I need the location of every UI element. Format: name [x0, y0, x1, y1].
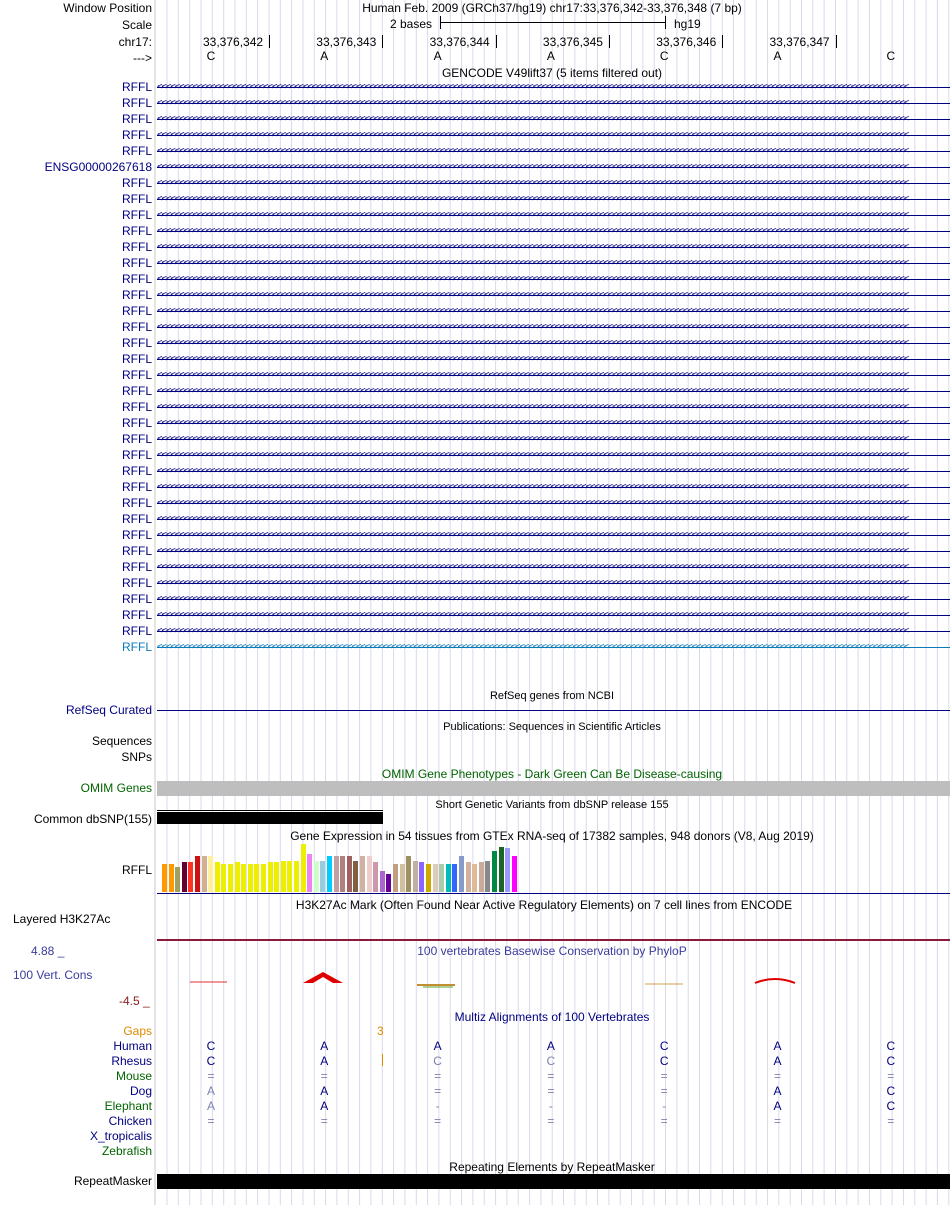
multiz-track-title: Multiz Alignments of 100 Vertebrates [454, 1010, 650, 1024]
phylop-track-label[interactable]: 100 Vert. Cons [13, 968, 93, 982]
refseq-curated-label[interactable]: RefSeq Curated [65, 703, 152, 717]
gtex-tissue-bar[interactable] [452, 864, 457, 892]
species-base: = [660, 1114, 668, 1128]
gencode-transcript-label[interactable]: RFFL [122, 400, 152, 414]
gtex-tissue-bar[interactable] [202, 856, 207, 892]
gencode-transcript-label[interactable]: RFFL [122, 464, 152, 478]
gencode-transcript-line[interactable]: <<<<<<<<<<<<<<<<<<<<<<<<<<<<<<<<<<<<<<<<<<<<<<<<<<<<<<<<<<<<<<<<<<<<<<<<<<<<<<<<<<<<<<<<<<<<<<<<<<<<<<<<<<<<<<<<<<<<<<<<<<<<<<<<<<<<<<<<<<<<<<<<<<<<<<<<<<<<<<<<<<<<<<<<<< [157, 438, 950, 441]
gencode-transcript-label[interactable]: RFFL [122, 432, 152, 446]
gencode-transcript-label[interactable]: RFFL [122, 96, 152, 110]
species-base: A [773, 1099, 782, 1113]
gencode-transcript-label[interactable]: RFFL [122, 560, 152, 574]
gtex-tissue-bar[interactable] [380, 871, 385, 892]
gencode-transcript-label[interactable]: RFFL [122, 368, 152, 382]
species-base: = [434, 1114, 442, 1128]
gtex-tissue-bar[interactable] [175, 867, 180, 892]
common-dbsnp-label[interactable]: Common dbSNP(155) [33, 812, 152, 826]
gtex-tissue-bar[interactable] [386, 874, 391, 892]
species-label[interactable]: Mouse [115, 1069, 152, 1083]
refseq-gene-line[interactable] [157, 710, 950, 711]
gtex-tissue-bar[interactable] [413, 861, 418, 892]
species-base: C [659, 1054, 669, 1068]
ruler-position-label: 33,376,345 [542, 35, 603, 49]
gencode-transcript-label[interactable]: RFFL [122, 448, 152, 462]
gencode-transcript-line[interactable]: <<<<<<<<<<<<<<<<<<<<<<<<<<<<<<<<<<<<<<<<<<<<<<<<<<<<<<<<<<<<<<<<<<<<<<<<<<<<<<<<<<<<<<<<<<<<<<<<<<<<<<<<<<<<<<<<<<<<<<<<<<<<<<<<<<<<<<<<<<<<<<<<<<<<<<<<<<<<<<<<<<<<<<<<<< [157, 182, 950, 185]
gtex-tissue-bar[interactable] [314, 861, 319, 892]
gtex-tissue-bar[interactable] [419, 862, 424, 892]
gencode-transcript-line[interactable]: <<<<<<<<<<<<<<<<<<<<<<<<<<<<<<<<<<<<<<<<<<<<<<<<<<<<<<<<<<<<<<<<<<<<<<<<<<<<<<<<<<<<<<<<<<<<<<<<<<<<<<<<<<<<<<<<<<<<<<<<<<<<<<<<<<<<<<<<<<<<<<<<<<<<<<<<<<<<<<<<<<<<<<<<<< [157, 646, 950, 649]
gtex-tissue-bar[interactable] [406, 856, 411, 892]
phylop-conservation-plot[interactable] [157, 964, 950, 994]
gtex-tissue-bar[interactable] [512, 856, 517, 892]
gencode-transcript-line[interactable]: <<<<<<<<<<<<<<<<<<<<<<<<<<<<<<<<<<<<<<<<<<<<<<<<<<<<<<<<<<<<<<<<<<<<<<<<<<<<<<<<<<<<<<<<<<<<<<<<<<<<<<<<<<<<<<<<<<<<<<<<<<<<<<<<<<<<<<<<<<<<<<<<<<<<<<<<<<<<<<<<<<<<<<<<<< [157, 150, 950, 153]
gencode-transcript-line[interactable]: <<<<<<<<<<<<<<<<<<<<<<<<<<<<<<<<<<<<<<<<<<<<<<<<<<<<<<<<<<<<<<<<<<<<<<<<<<<<<<<<<<<<<<<<<<<<<<<<<<<<<<<<<<<<<<<<<<<<<<<<<<<<<<<<<<<<<<<<<<<<<<<<<<<<<<<<<<<<<<<<<<<<<<<<<< [157, 230, 950, 233]
gencode-transcript-line[interactable]: <<<<<<<<<<<<<<<<<<<<<<<<<<<<<<<<<<<<<<<<<<<<<<<<<<<<<<<<<<<<<<<<<<<<<<<<<<<<<<<<<<<<<<<<<<<<<<<<<<<<<<<<<<<<<<<<<<<<<<<<<<<<<<<<<<<<<<<<<<<<<<<<<<<<<<<<<<<<<<<<<<<<<<<<<< [157, 614, 950, 617]
species-label[interactable]: Zebrafish [101, 1144, 152, 1158]
omim-gene-bar[interactable] [157, 781, 950, 796]
gencode-transcript-label[interactable]: RFFL [122, 256, 152, 270]
gencode-transcript-line[interactable]: <<<<<<<<<<<<<<<<<<<<<<<<<<<<<<<<<<<<<<<<<<<<<<<<<<<<<<<<<<<<<<<<<<<<<<<<<<<<<<<<<<<<<<<<<<<<<<<<<<<<<<<<<<<<<<<<<<<<<<<<<<<<<<<<<<<<<<<<<<<<<<<<<<<<<<<<<<<<<<<<<<<<<<<<<< [157, 310, 950, 313]
gencode-transcript-line[interactable]: <<<<<<<<<<<<<<<<<<<<<<<<<<<<<<<<<<<<<<<<<<<<<<<<<<<<<<<<<<<<<<<<<<<<<<<<<<<<<<<<<<<<<<<<<<<<<<<<<<<<<<<<<<<<<<<<<<<<<<<<<<<<<<<<<<<<<<<<<<<<<<<<<<<<<<<<<<<<<<<<<<<<<<<<<< [157, 342, 950, 345]
gencode-transcript-label[interactable]: RFFL [122, 192, 152, 206]
gtex-tissue-bar[interactable] [254, 864, 259, 892]
scale-label: Scale [121, 18, 152, 32]
gencode-transcript-label[interactable]: RFFL [122, 112, 152, 126]
gencode-transcript-label[interactable]: RFFL [122, 544, 152, 558]
gencode-transcript-line[interactable]: <<<<<<<<<<<<<<<<<<<<<<<<<<<<<<<<<<<<<<<<<<<<<<<<<<<<<<<<<<<<<<<<<<<<<<<<<<<<<<<<<<<<<<<<<<<<<<<<<<<<<<<<<<<<<<<<<<<<<<<<<<<<<<<<<<<<<<<<<<<<<<<<<<<<<<<<<<<<<<<<<<<<<<<<<< [157, 582, 950, 585]
gencode-transcript-line[interactable]: <<<<<<<<<<<<<<<<<<<<<<<<<<<<<<<<<<<<<<<<<<<<<<<<<<<<<<<<<<<<<<<<<<<<<<<<<<<<<<<<<<<<<<<<<<<<<<<<<<<<<<<<<<<<<<<<<<<<<<<<<<<<<<<<<<<<<<<<<<<<<<<<<<<<<<<<<<<<<<<<<<<<<<<<<< [157, 598, 950, 601]
species-label[interactable]: Human [113, 1039, 152, 1053]
gtex-tissue-bar[interactable] [472, 864, 477, 892]
gtex-tissue-bar[interactable] [393, 864, 398, 892]
species-base: = [547, 1084, 555, 1098]
gencode-transcript-line[interactable]: <<<<<<<<<<<<<<<<<<<<<<<<<<<<<<<<<<<<<<<<<<<<<<<<<<<<<<<<<<<<<<<<<<<<<<<<<<<<<<<<<<<<<<<<<<<<<<<<<<<<<<<<<<<<<<<<<<<<<<<<<<<<<<<<<<<<<<<<<<<<<<<<<<<<<<<<<<<<<<<<<<<<<<<<<< [157, 278, 950, 281]
gencode-transcript-line[interactable]: <<<<<<<<<<<<<<<<<<<<<<<<<<<<<<<<<<<<<<<<<<<<<<<<<<<<<<<<<<<<<<<<<<<<<<<<<<<<<<<<<<<<<<<<<<<<<<<<<<<<<<<<<<<<<<<<<<<<<<<<<<<<<<<<<<<<<<<<<<<<<<<<<<<<<<<<<<<<<<<<<<<<<<<<<< [157, 390, 950, 393]
gtex-tissue-bar[interactable] [281, 861, 286, 892]
ruler-tick [496, 35, 497, 48]
species-base: = [773, 1069, 782, 1083]
gencode-transcript-label[interactable]: RFFL [122, 336, 152, 350]
phylop-max-label: 4.88 _ [31, 944, 65, 958]
species-label[interactable]: Rhesus [111, 1054, 152, 1068]
gtex-tissue-bar[interactable] [446, 864, 451, 892]
gencode-transcript-line[interactable]: <<<<<<<<<<<<<<<<<<<<<<<<<<<<<<<<<<<<<<<<<<<<<<<<<<<<<<<<<<<<<<<<<<<<<<<<<<<<<<<<<<<<<<<<<<<<<<<<<<<<<<<<<<<<<<<<<<<<<<<<<<<<<<<<<<<<<<<<<<<<<<<<<<<<<<<<<<<<<<<<<<<<<<<<<< [157, 358, 950, 361]
gtex-tissue-bar[interactable] [459, 856, 464, 892]
species-base: C [206, 1039, 216, 1053]
species-base: C [546, 1054, 556, 1068]
species-label[interactable]: Chicken [108, 1114, 152, 1128]
gtex-tissue-bar[interactable] [485, 861, 490, 892]
gencode-transcript-line[interactable]: <<<<<<<<<<<<<<<<<<<<<<<<<<<<<<<<<<<<<<<<<<<<<<<<<<<<<<<<<<<<<<<<<<<<<<<<<<<<<<<<<<<<<<<<<<<<<<<<<<<<<<<<<<<<<<<<<<<<<<<<<<<<<<<<<<<<<<<<<<<<<<<<<<<<<<<<<<<<<<<<<<<<<<<<<< [157, 374, 950, 377]
gencode-transcript-line[interactable]: <<<<<<<<<<<<<<<<<<<<<<<<<<<<<<<<<<<<<<<<<<<<<<<<<<<<<<<<<<<<<<<<<<<<<<<<<<<<<<<<<<<<<<<<<<<<<<<<<<<<<<<<<<<<<<<<<<<<<<<<<<<<<<<<<<<<<<<<<<<<<<<<<<<<<<<<<<<<<<<<<<<<<<<<<< [157, 470, 950, 473]
gencode-transcript-label[interactable]: RFFL [122, 240, 152, 254]
dbsnp-variant-bar[interactable] [157, 812, 383, 824]
gtex-track-baseline [157, 893, 950, 894]
gtex-tissue-bar[interactable] [215, 862, 220, 892]
repeatmasker-track-title: Repeating Elements by RepeatMasker [449, 1160, 655, 1174]
gtex-tissue-bar[interactable] [367, 856, 372, 892]
gencode-transcript-line[interactable]: <<<<<<<<<<<<<<<<<<<<<<<<<<<<<<<<<<<<<<<<<<<<<<<<<<<<<<<<<<<<<<<<<<<<<<<<<<<<<<<<<<<<<<<<<<<<<<<<<<<<<<<<<<<<<<<<<<<<<<<<<<<<<<<<<<<<<<<<<<<<<<<<<<<<<<<<<<<<<<<<<<<<<<<<<< [157, 214, 950, 217]
gtex-tissue-bar[interactable] [287, 861, 292, 892]
publications-snps-label[interactable]: SNPs [121, 750, 152, 764]
gencode-transcript-line[interactable]: <<<<<<<<<<<<<<<<<<<<<<<<<<<<<<<<<<<<<<<<<<<<<<<<<<<<<<<<<<<<<<<<<<<<<<<<<<<<<<<<<<<<<<<<<<<<<<<<<<<<<<<<<<<<<<<<<<<<<<<<<<<<<<<<<<<<<<<<<<<<<<<<<<<<<<<<<<<<<<<<<<<<<<<<<< [157, 166, 950, 169]
gencode-transcript-line[interactable]: <<<<<<<<<<<<<<<<<<<<<<<<<<<<<<<<<<<<<<<<<<<<<<<<<<<<<<<<<<<<<<<<<<<<<<<<<<<<<<<<<<<<<<<<<<<<<<<<<<<<<<<<<<<<<<<<<<<<<<<<<<<<<<<<<<<<<<<<<<<<<<<<<<<<<<<<<<<<<<<<<<<<<<<<<< [157, 454, 950, 457]
gencode-transcript-label[interactable]: RFFL [122, 416, 152, 430]
h3k27ac-track-title: H3K27Ac Mark (Often Found Near Active Regulatory Elements) on 7 cell lines from ENCODE [295, 898, 793, 912]
gencode-transcript-line[interactable]: <<<<<<<<<<<<<<<<<<<<<<<<<<<<<<<<<<<<<<<<<<<<<<<<<<<<<<<<<<<<<<<<<<<<<<<<<<<<<<<<<<<<<<<<<<<<<<<<<<<<<<<<<<<<<<<<<<<<<<<<<<<<<<<<<<<<<<<<<<<<<<<<<<<<<<<<<<<<<<<<<<<<<<<<<< [157, 102, 950, 105]
species-base: C [659, 1039, 669, 1053]
assembly-position-info: Human Feb. 2009 (GRCh37/hg19) chr17:33,376,342-33,376,348 (7 bp) [362, 1, 742, 15]
ruler-position-label: 33,376,344 [429, 35, 490, 49]
species-base: = [320, 1114, 328, 1128]
gencode-transcript-label[interactable]: RFFL [122, 480, 152, 494]
ruler-position-label: 33,376,346 [656, 35, 717, 49]
phylop-min-label: -4.5 _ [119, 994, 150, 1008]
publications-track-title: Publications: Sequences in Scientific Articles [443, 721, 661, 733]
gencode-transcript-line[interactable]: <<<<<<<<<<<<<<<<<<<<<<<<<<<<<<<<<<<<<<<<<<<<<<<<<<<<<<<<<<<<<<<<<<<<<<<<<<<<<<<<<<<<<<<<<<<<<<<<<<<<<<<<<<<<<<<<<<<<<<<<<<<<<<<<<<<<<<<<<<<<<<<<<<<<<<<<<<<<<<<<<<<<<<<<<< [157, 294, 950, 297]
omim-track-title: OMIM Gene Phenotypes - Dark Green Can Be Disease-causing [381, 767, 723, 781]
species-base: = [660, 1084, 668, 1098]
ruler-tick [269, 35, 270, 48]
gencode-transcript-line[interactable]: <<<<<<<<<<<<<<<<<<<<<<<<<<<<<<<<<<<<<<<<<<<<<<<<<<<<<<<<<<<<<<<<<<<<<<<<<<<<<<<<<<<<<<<<<<<<<<<<<<<<<<<<<<<<<<<<<<<<<<<<<<<<<<<<<<<<<<<<<<<<<<<<<<<<<<<<<<<<<<<<<<<<<<<<<< [157, 406, 950, 409]
gtex-tissue-bar[interactable] [228, 864, 233, 892]
multiz-gaps-label: Gaps [123, 1024, 152, 1038]
species-base: = [320, 1069, 328, 1083]
gencode-transcript-label[interactable]: RFFL [122, 176, 152, 190]
gencode-transcript-line[interactable]: <<<<<<<<<<<<<<<<<<<<<<<<<<<<<<<<<<<<<<<<<<<<<<<<<<<<<<<<<<<<<<<<<<<<<<<<<<<<<<<<<<<<<<<<<<<<<<<<<<<<<<<<<<<<<<<<<<<<<<<<<<<<<<<<<<<<<<<<<<<<<<<<<<<<<<<<<<<<<<<<<<<<<<<<<< [157, 118, 950, 121]
species-base: A [206, 1099, 216, 1113]
window-position-label: Window Position [63, 1, 152, 15]
gtex-tissue-bar[interactable] [400, 864, 405, 892]
ruler-tick [836, 35, 837, 48]
ruler-base-letter: C [659, 49, 669, 63]
gtex-gene-label[interactable]: RFFL [122, 863, 152, 877]
gtex-tissue-bar[interactable] [274, 862, 279, 892]
species-base: = [434, 1084, 442, 1098]
species-base: A [320, 1039, 329, 1053]
gtex-tissue-bar[interactable] [439, 864, 444, 892]
ruler-position-label: 33,376,342 [203, 35, 264, 49]
species-base: A [773, 1084, 782, 1098]
species-base: A [320, 1099, 329, 1113]
gencode-transcript-label[interactable]: RFFL [122, 304, 152, 318]
gencode-transcript-label[interactable]: RFFL [122, 640, 152, 654]
ruler-tick [609, 35, 610, 48]
ruler-tick [382, 35, 383, 48]
gencode-transcript-label[interactable]: RFFL [122, 496, 152, 510]
gencode-transcript-label[interactable]: RFFL [122, 288, 152, 302]
species-base: C [886, 1084, 896, 1098]
species-base: = [207, 1069, 215, 1083]
gtex-tissue-bar[interactable] [307, 854, 312, 892]
repeatmasker-label[interactable]: RepeatMasker [73, 1174, 152, 1188]
gencode-transcript-label[interactable]: RFFL [122, 608, 152, 622]
gtex-tissue-bar[interactable] [353, 861, 358, 892]
gtex-tissue-bar[interactable] [426, 864, 431, 892]
gtex-tissue-bar[interactable] [195, 856, 200, 892]
gencode-transcript-line[interactable]: <<<<<<<<<<<<<<<<<<<<<<<<<<<<<<<<<<<<<<<<<<<<<<<<<<<<<<<<<<<<<<<<<<<<<<<<<<<<<<<<<<<<<<<<<<<<<<<<<<<<<<<<<<<<<<<<<<<<<<<<<<<<<<<<<<<<<<<<<<<<<<<<<<<<<<<<<<<<<<<<<<<<<<<<<< [157, 198, 950, 201]
species-base: C [886, 1039, 896, 1053]
species-base: - [548, 1099, 553, 1113]
gencode-transcript-line[interactable]: <<<<<<<<<<<<<<<<<<<<<<<<<<<<<<<<<<<<<<<<<<<<<<<<<<<<<<<<<<<<<<<<<<<<<<<<<<<<<<<<<<<<<<<<<<<<<<<<<<<<<<<<<<<<<<<<<<<<<<<<<<<<<<<<<<<<<<<<<<<<<<<<<<<<<<<<<<<<<<<<<<<<<<<<<< [157, 262, 950, 265]
ruler-base-letter: C [886, 49, 896, 63]
ruler-position-label: 33,376,343 [316, 35, 377, 49]
gencode-transcript-label[interactable]: RFFL [122, 128, 152, 142]
gtex-tissue-bar[interactable] [360, 856, 365, 892]
gtex-tissue-bar[interactable] [433, 864, 438, 892]
species-base: C [206, 1054, 216, 1068]
gtex-tissue-bar[interactable] [248, 864, 253, 892]
gencode-transcript-line[interactable]: <<<<<<<<<<<<<<<<<<<<<<<<<<<<<<<<<<<<<<<<<<<<<<<<<<<<<<<<<<<<<<<<<<<<<<<<<<<<<<<<<<<<<<<<<<<<<<<<<<<<<<<<<<<<<<<<<<<<<<<<<<<<<<<<<<<<<<<<<<<<<<<<<<<<<<<<<<<<<<<<<<<<<<<<<< [157, 422, 950, 425]
species-base: A [773, 1039, 782, 1053]
phylop-track-title: 100 vertebrates Basewise Conservation by PhyloP [417, 944, 687, 958]
gencode-transcript-label[interactable]: RFFL [122, 224, 152, 238]
species-base: A [320, 1084, 329, 1098]
gencode-transcript-line[interactable]: <<<<<<<<<<<<<<<<<<<<<<<<<<<<<<<<<<<<<<<<<<<<<<<<<<<<<<<<<<<<<<<<<<<<<<<<<<<<<<<<<<<<<<<<<<<<<<<<<<<<<<<<<<<<<<<<<<<<<<<<<<<<<<<<<<<<<<<<<<<<<<<<<<<<<<<<<<<<<<<<<<<<<<<<<< [157, 134, 950, 137]
species-base: = [207, 1114, 215, 1128]
gtex-tissue-bar[interactable] [499, 847, 504, 892]
dbsnp-variant-bar-outline [157, 810, 383, 811]
species-base: = [434, 1069, 442, 1083]
gtex-tissue-bar[interactable] [261, 864, 266, 892]
scale-bar [440, 15, 666, 29]
species-base: = [660, 1069, 668, 1083]
gtex-tissue-bar[interactable] [241, 864, 246, 892]
gencode-transcript-label[interactable]: RFFL [122, 208, 152, 222]
multiz-gap-count: 3 [377, 1024, 384, 1038]
species-base: = [887, 1114, 895, 1128]
species-base: = [773, 1114, 782, 1128]
gtex-tissue-bar[interactable] [182, 862, 187, 892]
layered-h3k27ac-label[interactable]: Layered H3K27Ac [13, 912, 111, 926]
ruler-base-letter: A [773, 49, 782, 63]
gencode-transcript-line[interactable]: <<<<<<<<<<<<<<<<<<<<<<<<<<<<<<<<<<<<<<<<<<<<<<<<<<<<<<<<<<<<<<<<<<<<<<<<<<<<<<<<<<<<<<<<<<<<<<<<<<<<<<<<<<<<<<<<<<<<<<<<<<<<<<<<<<<<<<<<<<<<<<<<<<<<<<<<<<<<<<<<<<<<<<<<<< [157, 486, 950, 489]
gtex-tissue-bar[interactable] [340, 856, 345, 892]
gtex-tissue-bar[interactable] [347, 856, 352, 892]
gencode-transcript-label[interactable]: RFFL [122, 384, 152, 398]
gencode-transcript-line[interactable]: <<<<<<<<<<<<<<<<<<<<<<<<<<<<<<<<<<<<<<<<<<<<<<<<<<<<<<<<<<<<<<<<<<<<<<<<<<<<<<<<<<<<<<<<<<<<<<<<<<<<<<<<<<<<<<<<<<<<<<<<<<<<<<<<<<<<<<<<<<<<<<<<<<<<<<<<<<<<<<<<<<<<<<<<<< [157, 502, 950, 505]
species-label[interactable]: Dog [129, 1084, 152, 1098]
scale-bases-text: 2 bases [390, 17, 433, 31]
omim-genes-label[interactable]: OMIM Genes [80, 781, 152, 795]
species-label[interactable]: X_tropicalis [89, 1129, 152, 1143]
gencode-transcript-label[interactable]: RFFL [122, 352, 152, 366]
gencode-transcript-line[interactable]: <<<<<<<<<<<<<<<<<<<<<<<<<<<<<<<<<<<<<<<<<<<<<<<<<<<<<<<<<<<<<<<<<<<<<<<<<<<<<<<<<<<<<<<<<<<<<<<<<<<<<<<<<<<<<<<<<<<<<<<<<<<<<<<<<<<<<<<<<<<<<<<<<<<<<<<<<<<<<<<<<<<<<<<<<< [157, 630, 950, 633]
gtex-tissue-bar[interactable] [492, 851, 497, 892]
gencode-transcript-label[interactable]: RFFL [122, 144, 152, 158]
repeatmasker-element-bar[interactable] [157, 1174, 950, 1189]
species-base: A [206, 1084, 216, 1098]
h3k27ac-signal-line[interactable] [157, 939, 950, 941]
species-base: - [435, 1099, 440, 1113]
gencode-transcript-label[interactable]: RFFL [122, 592, 152, 606]
gencode-transcript-line[interactable]: <<<<<<<<<<<<<<<<<<<<<<<<<<<<<<<<<<<<<<<<<<<<<<<<<<<<<<<<<<<<<<<<<<<<<<<<<<<<<<<<<<<<<<<<<<<<<<<<<<<<<<<<<<<<<<<<<<<<<<<<<<<<<<<<<<<<<<<<<<<<<<<<<<<<<<<<<<<<<<<<<<<<<<<<<< [157, 518, 950, 521]
scale-db-label: hg19 [674, 17, 701, 31]
publications-sequences-label[interactable]: Sequences [91, 734, 152, 748]
species-base: C [886, 1099, 896, 1113]
gencode-transcript-line[interactable]: <<<<<<<<<<<<<<<<<<<<<<<<<<<<<<<<<<<<<<<<<<<<<<<<<<<<<<<<<<<<<<<<<<<<<<<<<<<<<<<<<<<<<<<<<<<<<<<<<<<<<<<<<<<<<<<<<<<<<<<<<<<<<<<<<<<<<<<<<<<<<<<<<<<<<<<<<<<<<<<<<<<<<<<<<< [157, 86, 950, 89]
ruler-base-letter: A [546, 49, 555, 63]
gtex-tissue-bar[interactable] [320, 861, 325, 892]
gencode-track-title: GENCODE V49lift37 (5 items filtered out) [441, 66, 663, 80]
gencode-transcript-label[interactable]: RFFL [122, 80, 152, 94]
gencode-transcript-line[interactable]: <<<<<<<<<<<<<<<<<<<<<<<<<<<<<<<<<<<<<<<<<<<<<<<<<<<<<<<<<<<<<<<<<<<<<<<<<<<<<<<<<<<<<<<<<<<<<<<<<<<<<<<<<<<<<<<<<<<<<<<<<<<<<<<<<<<<<<<<<<<<<<<<<<<<<<<<<<<<<<<<<<<<<<<<<< [157, 534, 950, 537]
gencode-transcript-label[interactable]: RFFL [122, 528, 152, 542]
gencode-transcript-label[interactable]: RFFL [122, 320, 152, 334]
species-base: = [887, 1069, 895, 1083]
species-base: = [547, 1114, 555, 1128]
species-label[interactable]: Elephant [104, 1099, 152, 1113]
ruler-tick [722, 35, 723, 48]
ruler-base-letter: A [433, 49, 442, 63]
gtex-tissue-bar[interactable] [334, 856, 339, 892]
gencode-transcript-label[interactable]: RFFL [122, 576, 152, 590]
gtex-tissue-bar[interactable] [208, 856, 213, 892]
gencode-transcript-line[interactable]: <<<<<<<<<<<<<<<<<<<<<<<<<<<<<<<<<<<<<<<<<<<<<<<<<<<<<<<<<<<<<<<<<<<<<<<<<<<<<<<<<<<<<<<<<<<<<<<<<<<<<<<<<<<<<<<<<<<<<<<<<<<<<<<<<<<<<<<<<<<<<<<<<<<<<<<<<<<<<<<<<<<<<<<<<< [157, 326, 950, 329]
gtex-tissue-bar[interactable] [188, 862, 193, 892]
refseq-track-title: RefSeq genes from NCBI [489, 690, 615, 702]
gtex-tissue-bar[interactable] [221, 864, 226, 892]
gtex-tissue-bar[interactable] [268, 862, 273, 892]
gencode-transcript-label[interactable]: ENSG00000267618 [44, 160, 152, 174]
species-base: C [433, 1054, 442, 1068]
species-base: A [433, 1039, 442, 1053]
gencode-transcript-label[interactable]: RFFL [122, 512, 152, 526]
gencode-transcript-line[interactable]: <<<<<<<<<<<<<<<<<<<<<<<<<<<<<<<<<<<<<<<<<<<<<<<<<<<<<<<<<<<<<<<<<<<<<<<<<<<<<<<<<<<<<<<<<<<<<<<<<<<<<<<<<<<<<<<<<<<<<<<<<<<<<<<<<<<<<<<<<<<<<<<<<<<<<<<<<<<<<<<<<<<<<<<<<< [157, 566, 950, 569]
ruler-base-letter: A [320, 49, 329, 63]
strand-arrow-label: ---> [133, 51, 152, 65]
ruler-position-label: 33,376,347 [769, 35, 830, 49]
gtex-tissue-bar[interactable] [235, 862, 240, 892]
gtex-track-title: Gene Expression in 54 tissues from GTEx RNA-seq of 17382 samples, 948 donors (V8, Aug 2019) [290, 829, 814, 843]
species-base: = [547, 1069, 555, 1083]
species-base: A [320, 1054, 329, 1068]
gencode-transcript-label[interactable]: RFFL [122, 272, 152, 286]
gtex-tissue-bar[interactable] [373, 862, 378, 892]
chrom-label: chr17: [118, 35, 152, 49]
gtex-tissue-bar[interactable] [162, 864, 167, 892]
species-base: - [662, 1099, 667, 1113]
dbsnp-track-title: Short Genetic Variants from dbSNP release 155 [435, 799, 669, 811]
gtex-tissue-bar[interactable] [294, 861, 299, 892]
gencode-transcript-label[interactable]: RFFL [122, 624, 152, 638]
species-base: C [886, 1054, 896, 1068]
species-base: A [546, 1039, 555, 1053]
species-base: A [773, 1054, 782, 1068]
gencode-transcript-line[interactable]: <<<<<<<<<<<<<<<<<<<<<<<<<<<<<<<<<<<<<<<<<<<<<<<<<<<<<<<<<<<<<<<<<<<<<<<<<<<<<<<<<<<<<<<<<<<<<<<<<<<<<<<<<<<<<<<<<<<<<<<<<<<<<<<<<<<<<<<<<<<<<<<<<<<<<<<<<<<<<<<<<<<<<<<<<< [157, 246, 950, 249]
gtex-tissue-bar[interactable] [505, 848, 510, 892]
gtex-tissue-bar[interactable] [169, 864, 174, 892]
gencode-transcript-line[interactable]: <<<<<<<<<<<<<<<<<<<<<<<<<<<<<<<<<<<<<<<<<<<<<<<<<<<<<<<<<<<<<<<<<<<<<<<<<<<<<<<<<<<<<<<<<<<<<<<<<<<<<<<<<<<<<<<<<<<<<<<<<<<<<<<<<<<<<<<<<<<<<<<<<<<<<<<<<<<<<<<<<<<<<<<<<< [157, 550, 950, 553]
multiz-gap-marker [382, 1054, 383, 1066]
gtex-tissue-bar[interactable] [479, 862, 484, 892]
gtex-tissue-bar[interactable] [301, 844, 306, 892]
ruler-base-letter: C [206, 49, 216, 63]
gtex-tissue-bar[interactable] [327, 856, 332, 892]
gtex-tissue-bar[interactable] [466, 862, 471, 892]
